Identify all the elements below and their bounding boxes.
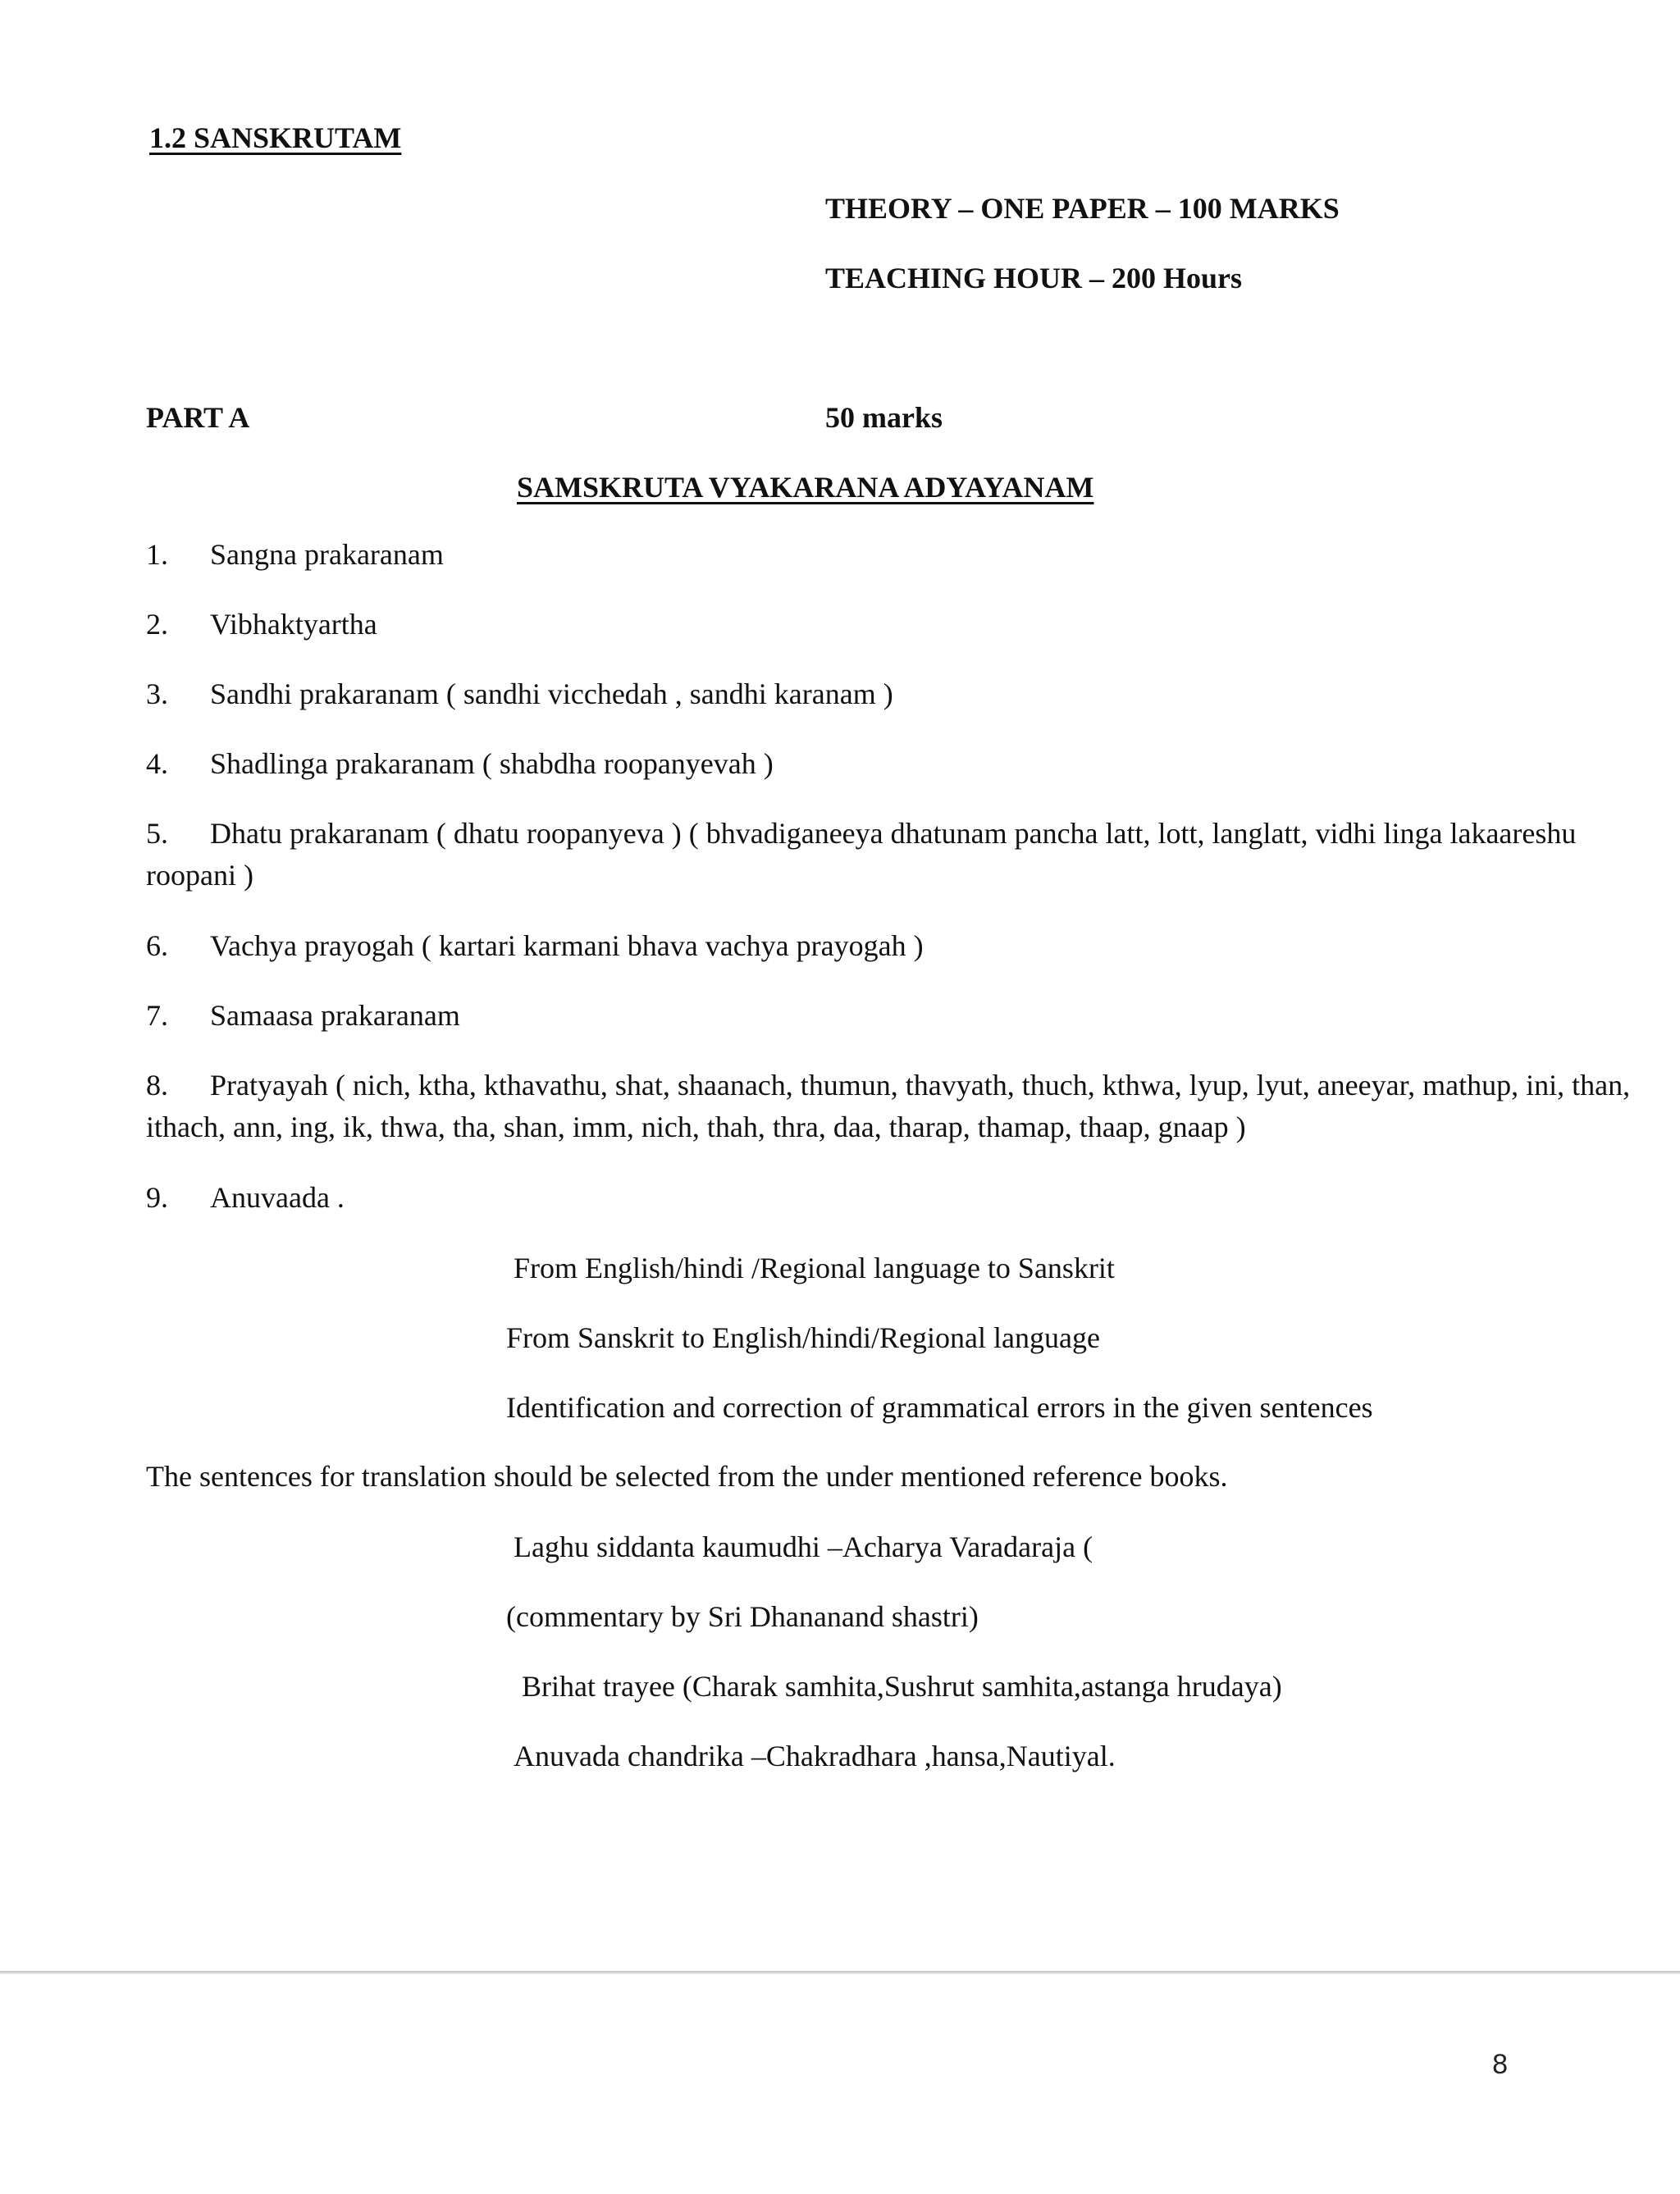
- item-text: Vibhaktyartha: [210, 608, 377, 641]
- list-item: [146, 673, 1672, 715]
- theory-line: THEORY – ONE PAPER – 100 MARKS: [825, 192, 1340, 225]
- anuvaada-point: From Sanskrit to English/hindi/Regional language: [506, 1321, 1100, 1354]
- part-marks: 50 marks: [825, 401, 943, 434]
- part-label: PART A: [146, 401, 250, 434]
- list-item: [146, 1177, 1672, 1219]
- reference-book: Brihat trayee (Charak samhita,Sushrut samhita,astanga hrudaya): [522, 1670, 1282, 1703]
- list-item: [146, 1065, 1668, 1148]
- anuvaada-point: From English/hindi /Regional language to Sanskrit: [514, 1252, 1115, 1284]
- item-text: Vachya prayogah ( kartari karmani bhava vachya prayogah ): [210, 929, 924, 962]
- item-number: 3.: [146, 677, 168, 710]
- item-number: 5.: [146, 817, 168, 850]
- item-text: Pratyayah ( nich, ktha, kthavathu, shat, shaanach, thumun, thavyath, thuch, kthwa, lyup, lyut, aneeyar, mathup, ini, than, ithach, ann, ing, ik, thwa, tha, shan, imm, nich, thah, thra, daa, tharap, thamap, thaap, gnaap ): [146, 1069, 1631, 1143]
- reference-book: Anuvada chandrika –Chakradhara ,hansa,Nautiyal.: [514, 1740, 1116, 1772]
- item-number: 6.: [146, 929, 168, 962]
- reference-book: (commentary by Sri Dhananand shastri): [506, 1600, 979, 1633]
- list-item: [146, 925, 1672, 967]
- item-text: Sandhi prakaranam ( sandhi vicchedah , sandhi karanam ): [210, 677, 893, 710]
- item-number: 2.: [146, 608, 168, 641]
- footer-divider: [0, 1971, 1680, 1974]
- item-number: 4.: [146, 747, 168, 780]
- reference-book: Laghu siddanta kaumudhi –Acharya Varadaraja (: [514, 1530, 1093, 1563]
- teaching-hour-line: TEACHING HOUR – 200 Hours: [825, 262, 1243, 294]
- list-item: [146, 813, 1668, 896]
- item-number: 1.: [146, 538, 168, 571]
- item-number: 9.: [146, 1181, 168, 1214]
- subheading: SAMSKRUTA VYAKARANA ADYAYANAM: [517, 471, 1094, 504]
- item-number: 8.: [146, 1069, 168, 1102]
- item-number: 7.: [146, 999, 168, 1032]
- list-item: [146, 534, 1672, 576]
- translation-note: The sentences for translation should be selected from the under mentioned reference books.: [146, 1460, 1228, 1493]
- item-text: Shadlinga prakaranam ( shabdha roopanyevah ): [210, 747, 774, 780]
- list-item: [146, 743, 1672, 785]
- section-title: 1.2 SANSKRUTAM: [149, 121, 402, 154]
- item-text: Sangna prakaranam: [210, 538, 444, 571]
- list-item: [146, 995, 1672, 1037]
- item-text: Anuvaada .: [210, 1181, 345, 1214]
- anuvaada-point: Identification and correction of grammatical errors in the given sentences: [506, 1391, 1373, 1424]
- item-text: Samaasa prakaranam: [210, 999, 460, 1032]
- item-text: Dhatu prakaranam ( dhatu roopanyeva ) ( bhvadiganeeya dhatunam pancha latt, lott, langlatt, vidhi linga lakaareshu roopani ): [146, 817, 1577, 892]
- list-item: [146, 604, 1672, 645]
- page-number: 8: [1492, 2049, 1508, 2080]
